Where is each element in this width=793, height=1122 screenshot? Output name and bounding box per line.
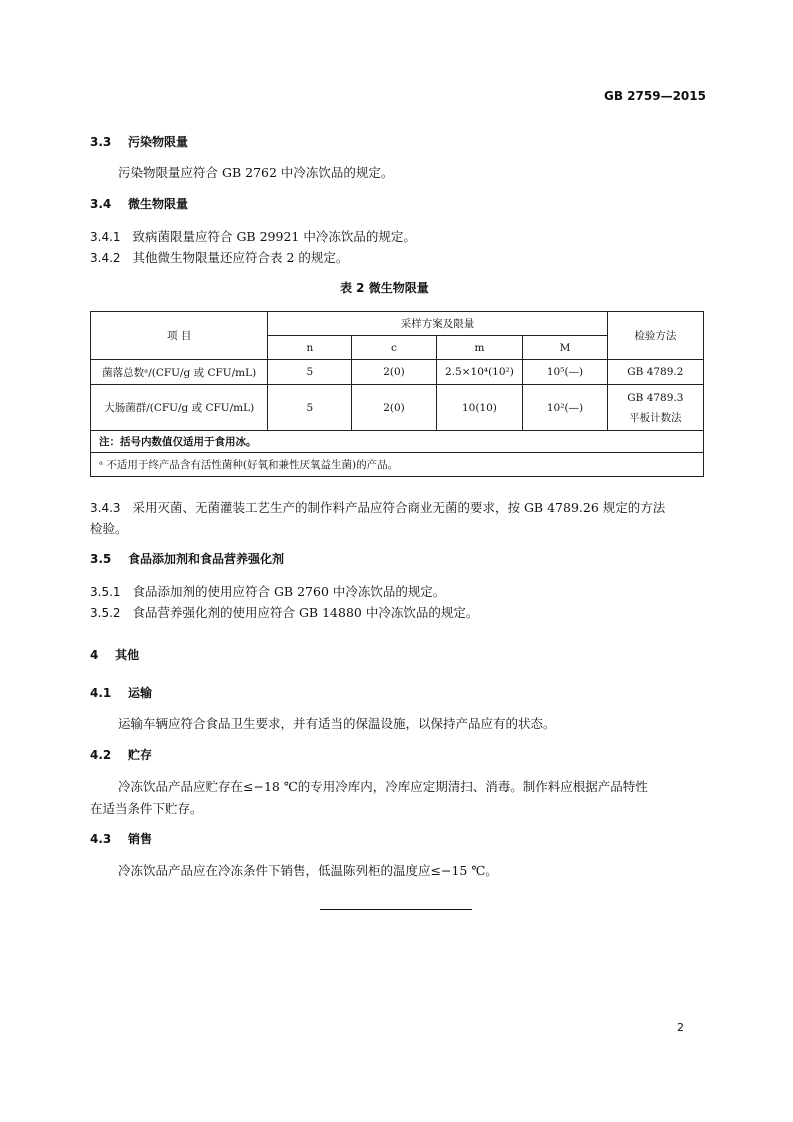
cell-c: 2(0) [352, 360, 436, 385]
section-number: 4.3 [90, 832, 112, 846]
section-4-1-text: 运输车辆应符合食品卫生要求，并有适当的保温设施，以保持产品应有的状态。 [118, 716, 556, 731]
section-4-2-heading [90, 746, 152, 763]
section-3-5-heading [90, 550, 284, 567]
section-3-5-1 [90, 582, 445, 600]
table-row [91, 360, 704, 385]
clause-number: 3.4.2 [90, 251, 121, 265]
cell-method: GB 4789.2 [607, 360, 703, 385]
cell-m: 2.5×10⁴(10²) [436, 360, 523, 385]
cell-method [607, 385, 703, 431]
cell-M: 10⁵(—) [523, 360, 607, 385]
section-number: 3.4 [90, 197, 112, 211]
method-line-2: 平板计数法 [629, 411, 682, 424]
section-4-heading [90, 646, 139, 663]
microbial-limits-table [90, 311, 704, 477]
section-title: 运输 [127, 686, 152, 700]
standard-number: GB 2759—2015 [604, 89, 706, 103]
clause-number: 3.5.1 [90, 585, 121, 599]
section-3-3-text: 污染物限量应符合 GB 2762 中冷冻饮品的规定。 [118, 165, 394, 180]
clause-number: 3.5.2 [90, 606, 121, 620]
cell-item: 菌落总数ᵃ/(CFU/g 或 CFU/mL) [91, 360, 268, 385]
table-row [91, 385, 704, 431]
cell-M: 10²(—) [523, 385, 607, 431]
section-title: 其他 [115, 648, 140, 662]
header-method: 检验方法 [607, 312, 703, 360]
method-line-1: GB 4789.3 [627, 391, 684, 404]
section-3-5-2 [90, 603, 478, 621]
clause-text: 食品营养强化剂的使用应符合 GB 14880 中冷冻饮品的规定。 [132, 605, 479, 620]
section-3-4-heading [90, 195, 188, 212]
header-item: 项 目 [91, 312, 268, 360]
clause-text: 致病菌限量应符合 GB 29921 中冷冻饮品的规定。 [132, 229, 416, 244]
section-number: 4.1 [90, 686, 112, 700]
page-number: 2 [677, 1021, 684, 1034]
end-rule [320, 909, 472, 910]
clause-text: 采用灭菌、无菌灌装工艺生产的制作料产品应符合商业无菌的要求，按 GB 4789.26 规定的方法 [132, 500, 666, 515]
table-footnote: ᵃ 不适用于终产品含有活性菌种(好氧和兼性厌氧益生菌)的产品。 [91, 453, 704, 477]
section-4-1-heading [90, 684, 152, 701]
section-title: 销售 [127, 832, 152, 846]
section-4-2-text-line2: 在适当条件下贮存。 [90, 801, 203, 816]
clause-text: 其他微生物限量还应符合表 2 的规定。 [132, 250, 349, 265]
clause-number: 3.4.1 [90, 230, 121, 244]
clause-number: 3.4.3 [90, 501, 121, 515]
section-3-4-3-line2: 检验。 [90, 521, 128, 536]
section-number: 4 [90, 648, 99, 662]
header-m: m [436, 336, 523, 360]
cell-n: 5 [268, 385, 352, 431]
table-caption: 表 2 微生物限量 [340, 281, 429, 295]
cell-item: 大肠菌群/(CFU/g 或 CFU/mL) [91, 385, 268, 431]
section-4-3-text: 冷冻饮品产品应在冷冻条件下销售，低温陈列柜的温度应≤−15 ℃。 [118, 863, 498, 878]
section-number: 3.5 [90, 552, 112, 566]
section-3-4-1 [90, 227, 416, 245]
section-4-2-text-line1: 冷冻饮品产品应贮存在≤−18 ℃的专用冷库内，冷库应定期清扫、消毒。制作料应根据产品特性 [118, 779, 648, 794]
section-3-4-3-line1 [90, 498, 665, 516]
header-M: M [523, 336, 607, 360]
cell-m: 10(10) [436, 385, 523, 431]
section-number: 3.3 [90, 135, 112, 149]
clause-text: 食品添加剂的使用应符合 GB 2760 中冷冻饮品的规定。 [132, 584, 446, 599]
header-n: n [268, 336, 352, 360]
header-sampling-plan: 采样方案及限量 [268, 312, 607, 336]
table-note: 注：括号内数值仅适用于食用冰。 [91, 431, 704, 453]
cell-n: 5 [268, 360, 352, 385]
section-3-3-heading [90, 133, 188, 150]
section-title: 食品添加剂和食品营养强化剂 [127, 552, 284, 566]
section-title: 微生物限量 [127, 197, 188, 211]
section-3-4-2 [90, 248, 348, 266]
section-title: 污染物限量 [127, 135, 188, 149]
section-number: 4.2 [90, 748, 112, 762]
header-c: c [352, 336, 436, 360]
section-4-3-heading [90, 830, 152, 847]
cell-c: 2(0) [352, 385, 436, 431]
section-title: 贮存 [127, 748, 152, 762]
